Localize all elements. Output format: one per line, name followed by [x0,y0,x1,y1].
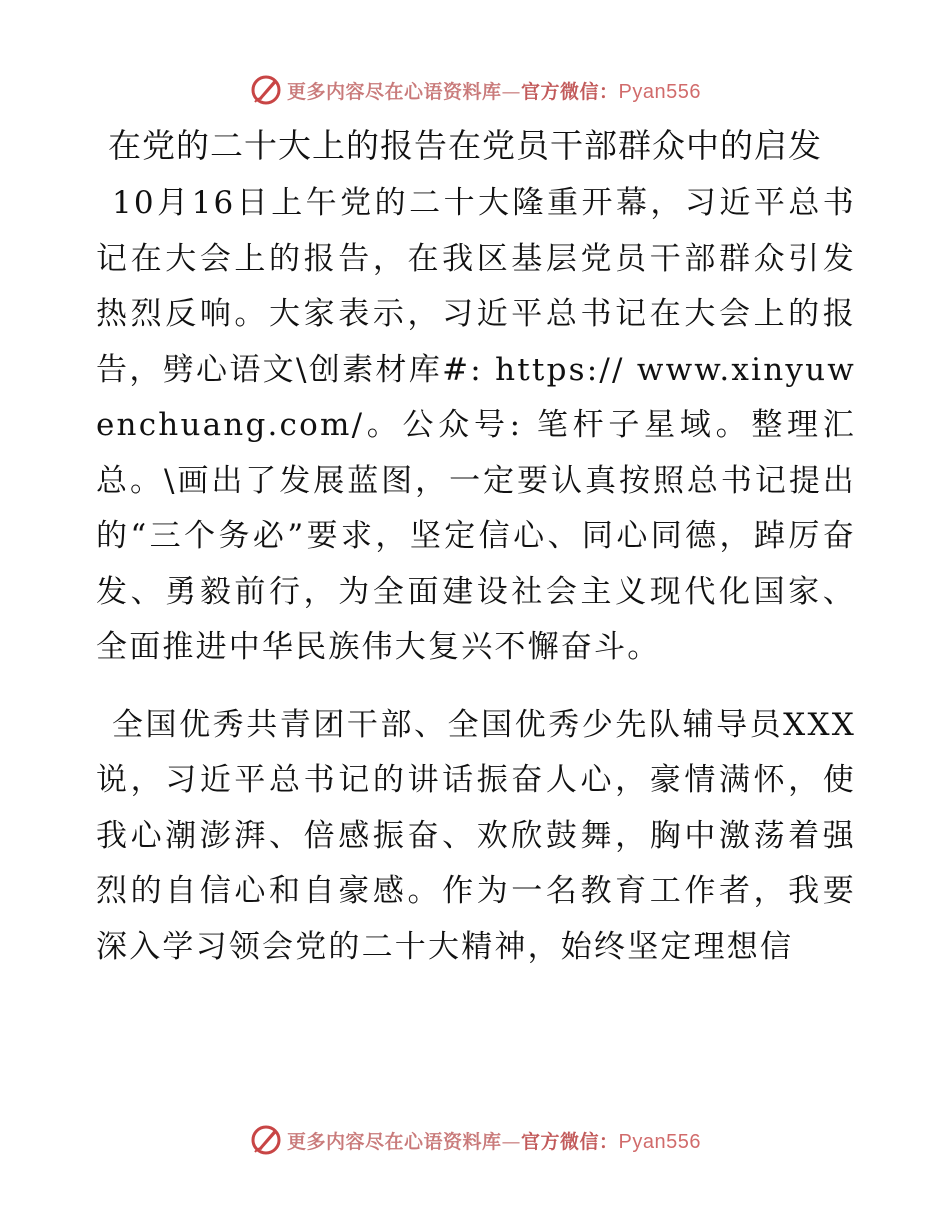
watermark-wechat-label: 官方微信： [521,80,619,103]
document-body [96,122,856,975]
watermark-wechat-label: 官方微信： [521,1130,619,1153]
watermark-main: 更多内容尽在心语资料库 [287,80,502,103]
watermark-main: 更多内容尽在心语资料库 [287,1130,502,1153]
header-watermark [0,72,950,108]
document-title: 在党的二十大上的报告在党员干部群众中的启发 [108,126,822,165]
watermark-dash: — [501,1130,522,1153]
watermark-wechat-id: Pyan556 [618,80,701,103]
quill-logo-icon [249,73,283,107]
paragraph-1: 10月16日上午党的二十大隆重开幕，习近平总书记在大会上的报告，在我区基层党员干部群众引发热烈反响。大家表示，习近平总书记在大会上的报告，劈心语文\创素材库#: https:// www.xinyuwenchuang.com/。公众号: 笔杆子星域。整理汇总。\画出了发展蓝图，一定要认真按照总书记提出的“三个务必”要求，坚定信心、同心同德，踔厉奋发、勇毅前行，为全面建设社会主义现代化国家、全面推进中华民族伟大复兴不懈奋斗。 [96,185,856,665]
watermark-text [287,1127,701,1154]
paragraph-2: 全国优秀共青团干部、全国优秀少先队辅导员XXX说，习近平总书记的讲话振奋人心，豪情满怀，使我心潮澎湃、倍感振奋、欢欣鼓舞，胸中激荡着强烈的自信心和自豪感。作为一名教育工作者，我要深入学习领会党的二十大精神，始终坚定理想信 [96,706,856,965]
quill-logo-icon [249,1123,283,1157]
watermark-dash: — [501,80,522,103]
watermark-text [287,77,701,104]
watermark-wechat-id: Pyan556 [618,1130,701,1153]
footer-watermark [0,1122,950,1158]
